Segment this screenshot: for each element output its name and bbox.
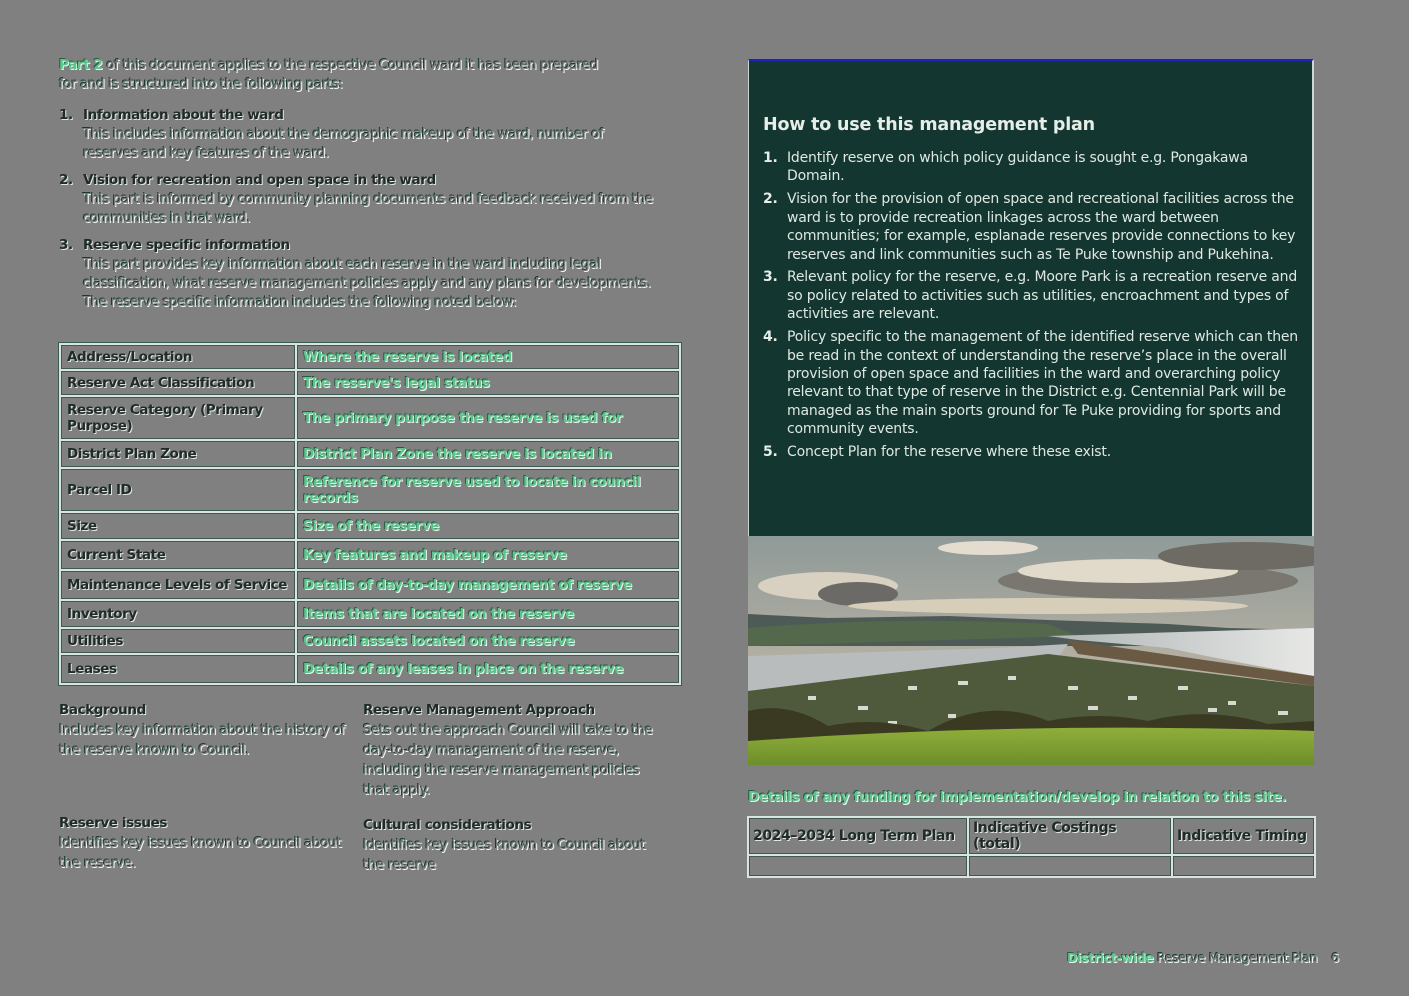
step-text: Identify reserve on which policy guidance is sought e.g. Pongakawa Domain. <box>787 150 1248 185</box>
field-label: Maintenance Levels of Service <box>60 570 296 600</box>
section-text: Identifies key issues known to Council about the reserve <box>363 837 646 873</box>
field-label: District Plan Zone <box>60 440 296 468</box>
column-header: Indicative Timing <box>1172 817 1315 855</box>
section-text: Includes key information about the history of the reserve known to Council. <box>59 722 346 758</box>
section-approach <box>363 700 653 800</box>
intro-paragraph <box>59 56 619 94</box>
field-meaning: Council assets located on the reserve <box>296 628 680 654</box>
reserve-info-table <box>59 343 681 685</box>
step-item <box>763 268 1308 323</box>
step-text: Vision for the provision of open space and recreational facilities across the ward is to provide recreation linkages across the ward between communities; for example, esplanade reserves provide connections to key reserves and link communities such as Te Puke township and Pukehina. <box>787 191 1296 263</box>
part-item <box>59 171 659 228</box>
field-label: Reserve Category (Primary Purpose) <box>60 396 296 440</box>
field-meaning: Key features and makeup of reserve <box>296 540 680 570</box>
table-row <box>60 512 680 540</box>
table-row <box>748 855 1315 877</box>
field-label: Reserve Act Classification <box>60 370 296 396</box>
field-meaning: Details of any leases in place on the reserve <box>296 654 680 684</box>
table-row <box>60 628 680 654</box>
footer-title: Reserve Management Plan <box>1153 950 1318 965</box>
table-row <box>60 440 680 468</box>
part-number: 2. <box>59 172 73 188</box>
step-item <box>763 190 1308 264</box>
table-row <box>60 468 680 512</box>
part-description: This part provides key information about each reserve in the ward including legal classification, what reserve management policies apply and any plans for developments. The reserve specific information includes the following noted below: <box>83 256 651 310</box>
part-title: Reserve specific information <box>83 237 290 253</box>
section-title: Background <box>59 702 146 718</box>
panel-title: How to use this management plan <box>763 115 1095 135</box>
funding-table <box>747 816 1316 878</box>
part-description: This includes information about the demographic makeup of the ward, number of reserves and key features of the ward. <box>83 126 604 161</box>
field-label: Address/Location <box>60 344 296 370</box>
field-label: Current State <box>60 540 296 570</box>
field-label: Inventory <box>60 600 296 628</box>
landscape-photo <box>748 536 1314 765</box>
table-row <box>60 654 680 684</box>
table-row <box>60 396 680 440</box>
field-label: Parcel ID <box>60 468 296 512</box>
table-row <box>60 344 680 370</box>
funding-caption: Details of any funding for implementation/develop in relation to this site. <box>748 789 1287 805</box>
footer-brand: District-wide <box>1067 950 1154 965</box>
part-title: Vision for recreation and open space in the ward <box>83 172 436 188</box>
part-number: 1. <box>59 107 73 123</box>
field-meaning: Where the reserve is located <box>296 344 680 370</box>
field-meaning: Reference for reserve used to locate in council records <box>296 468 680 512</box>
part-item <box>59 106 659 163</box>
table-row <box>60 600 680 628</box>
field-meaning: The reserve's legal status <box>296 370 680 396</box>
part-title: Information about the ward <box>83 107 284 123</box>
table-row <box>60 370 680 396</box>
part-highlight: Part 2 <box>59 57 103 73</box>
step-item <box>763 328 1308 438</box>
step-number: 3. <box>763 269 778 286</box>
section-title: Reserve issues <box>59 815 167 831</box>
field-label: Size <box>60 512 296 540</box>
part-item <box>59 236 659 312</box>
step-item <box>763 443 1308 461</box>
parts-list <box>59 106 659 312</box>
step-text: Concept Plan for the reserve where these exist. <box>787 444 1111 461</box>
page-number: 6 <box>1331 950 1340 965</box>
step-text: Relevant policy for the reserve, e.g. Moore Park is a recreation reserve and so policy related to activities such as utilities, encroachment and types of activities are relevant. <box>787 269 1298 323</box>
table-cell <box>968 855 1172 877</box>
section-title: Cultural considerations <box>363 817 532 833</box>
section-text: Sets out the approach Council will take to the day-to-day management of the reserve, including the reserve management policies that apply. <box>363 722 653 798</box>
column-header: 2024–2034 Long Term Plan <box>748 817 968 855</box>
page-footer <box>1067 950 1339 965</box>
table-row <box>60 570 680 600</box>
step-number: 1. <box>763 150 778 166</box>
step-number: 2. <box>763 191 778 208</box>
field-meaning: Items that are located on the reserve <box>296 600 680 628</box>
section-text: Identifies key issues known to Council about the reserve. <box>59 835 342 871</box>
step-item <box>763 149 1308 186</box>
field-meaning: Details of day-to-day management of reserve <box>296 570 680 600</box>
field-meaning: The primary purpose the reserve is used for <box>296 396 680 440</box>
section-issues <box>59 813 349 873</box>
part-number: 3. <box>59 237 73 253</box>
table-header-row <box>748 817 1315 855</box>
step-number: 4. <box>763 329 778 346</box>
column-header: Indicative Costings (total) <box>968 817 1172 855</box>
section-background <box>59 700 349 760</box>
how-to-use-panel <box>748 59 1314 536</box>
part-description: This part is informed by community planning documents and feedback received from the communities in that ward. <box>83 191 653 226</box>
section-title: Reserve Management Approach <box>363 702 595 718</box>
table-cell <box>1172 855 1315 877</box>
field-meaning: Size of the reserve <box>296 512 680 540</box>
field-meaning: District Plan Zone the reserve is located in <box>296 440 680 468</box>
field-label: Leases <box>60 654 296 684</box>
step-text: Policy specific to the management of the identified reserve which can then be read in the context of understanding the reserve’s place in the overall provision of open space and facilities in the ward and overarching policy relevant to that type of reserve in the District e.g. Centennial Park will be managed as the main sports ground for Te Puke providing for sports and community events. <box>787 329 1298 438</box>
table-row <box>60 540 680 570</box>
section-cultural <box>363 815 653 875</box>
step-number: 5. <box>763 444 778 461</box>
left-column <box>59 56 659 320</box>
intro-text: of this document applies to the respective Council ward it has been prepared for and is structured into the following parts: <box>59 57 599 92</box>
steps-list <box>763 149 1308 466</box>
table-cell <box>748 855 968 877</box>
field-label: Utilities <box>60 628 296 654</box>
